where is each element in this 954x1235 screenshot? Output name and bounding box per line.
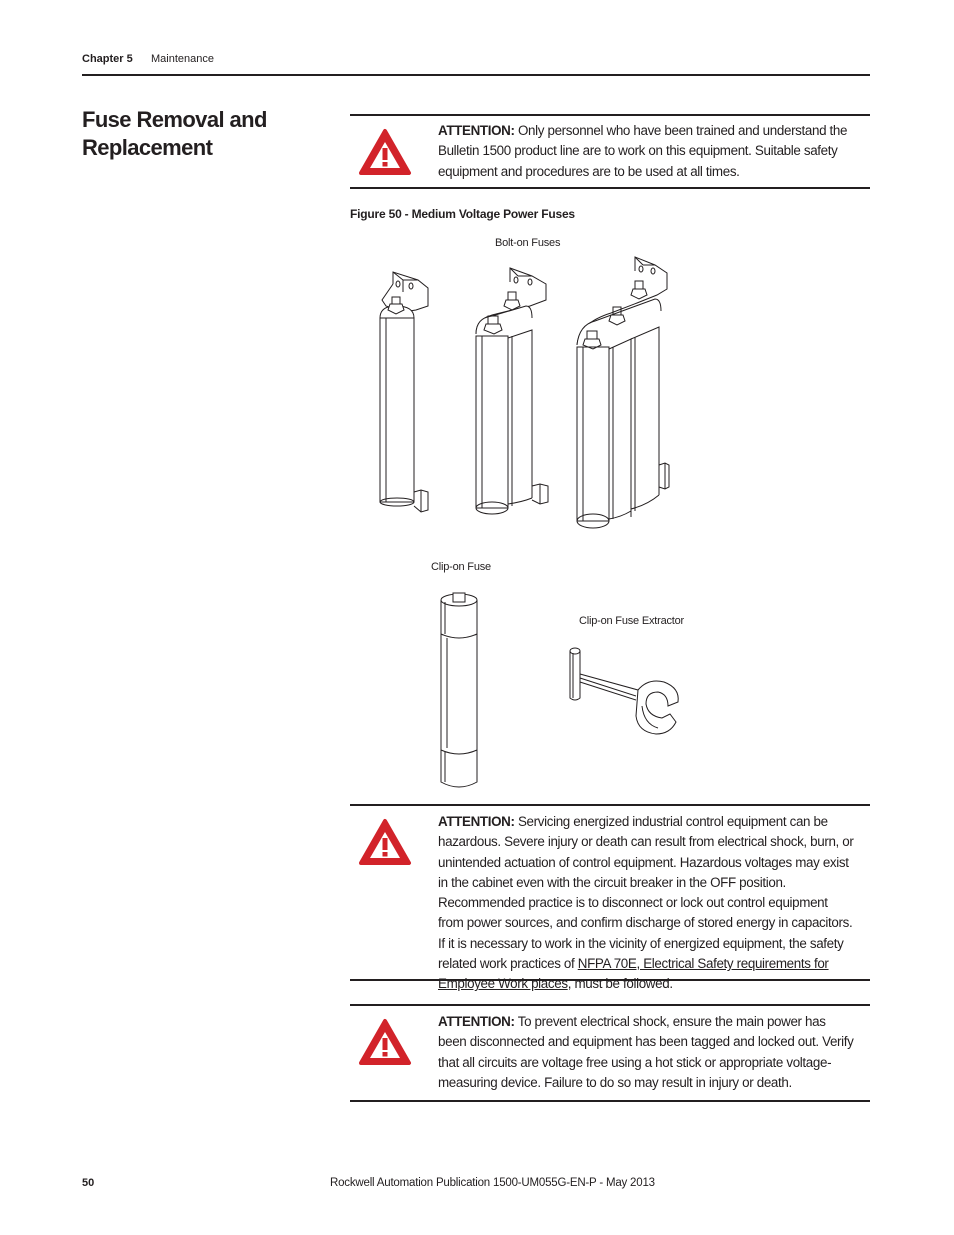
warning-triangle-icon	[358, 818, 412, 866]
section-title: Fuse Removal and Replacement	[82, 107, 267, 160]
attention-text-1	[438, 121, 856, 182]
single-bolt-on-fuse-illustration	[376, 270, 432, 515]
attention-body: Only personnel who have been trained and understand the Bulletin 1500 product line are to work on this equipment. Suitable safety equipment and procedures are to be used at all times.	[438, 123, 848, 179]
attention-text-3	[438, 1012, 856, 1093]
clip-on-fuse-illustration	[436, 590, 486, 795]
double-bolt-on-fuse-illustration	[472, 266, 554, 522]
attention-box-1	[350, 114, 870, 189]
label-clip-on-fuse: Clip-on Fuse	[431, 561, 491, 573]
header-chapter: Chapter 5	[82, 53, 133, 65]
warning-triangle-icon	[358, 128, 412, 176]
attention-label: ATTENTION:	[438, 1014, 515, 1029]
footer-publication: Rockwell Automation Publication 1500-UM055G-EN-P - May 2013	[330, 1177, 655, 1189]
attention-box-3	[350, 1004, 870, 1102]
triple-bolt-on-fuse-illustration	[571, 255, 675, 533]
attention-box-2	[350, 804, 870, 992]
attention-label: ATTENTION:	[438, 814, 515, 829]
header-rule	[82, 74, 870, 76]
header-section: Maintenance	[151, 53, 214, 65]
warning-triangle-icon	[358, 1018, 412, 1066]
label-clip-on-fuse-extractor: Clip-on Fuse Extractor	[579, 615, 685, 627]
attention-body: Servicing energized industrial control equipment can be hazardous. Severe injury or death can result from electrical shock, burn, or unintended actuation of control equipment. Hazardous voltages may exist in the cabinet even with the circuit breaker in the OFF position. Recommended practice is to disconnect or lock out control equipment from power sources, and confirm discharge of stored energy in capacitors. If it is necessary to work in the vicinity of energized equipment, the safety related work practices of	[438, 814, 854, 972]
attention-body-end: , must be followed.	[567, 976, 673, 992]
attention-text-2	[438, 812, 856, 995]
figure-caption: Figure 50 - Medium Voltage Power Fuses	[350, 207, 575, 221]
label-bolt-on-fuses: Bolt-on Fuses	[495, 237, 561, 249]
nfpa-70e-link[interactable]: NFPA 70E, Electrical Safety requirements for Employee Work places	[438, 956, 829, 992]
attention-body: To prevent electrical shock, ensure the main power has been disconnected and equipment has been tagged and locked out. Verify that all circuits are voltage free using a hot stick or appropriate voltage-measuring device. Failure to do so may result in injury or death.	[438, 1014, 854, 1090]
attention-label: ATTENTION:	[438, 123, 515, 138]
clip-on-fuse-extractor-illustration	[566, 646, 686, 736]
footer-page-number: 50	[82, 1177, 95, 1189]
